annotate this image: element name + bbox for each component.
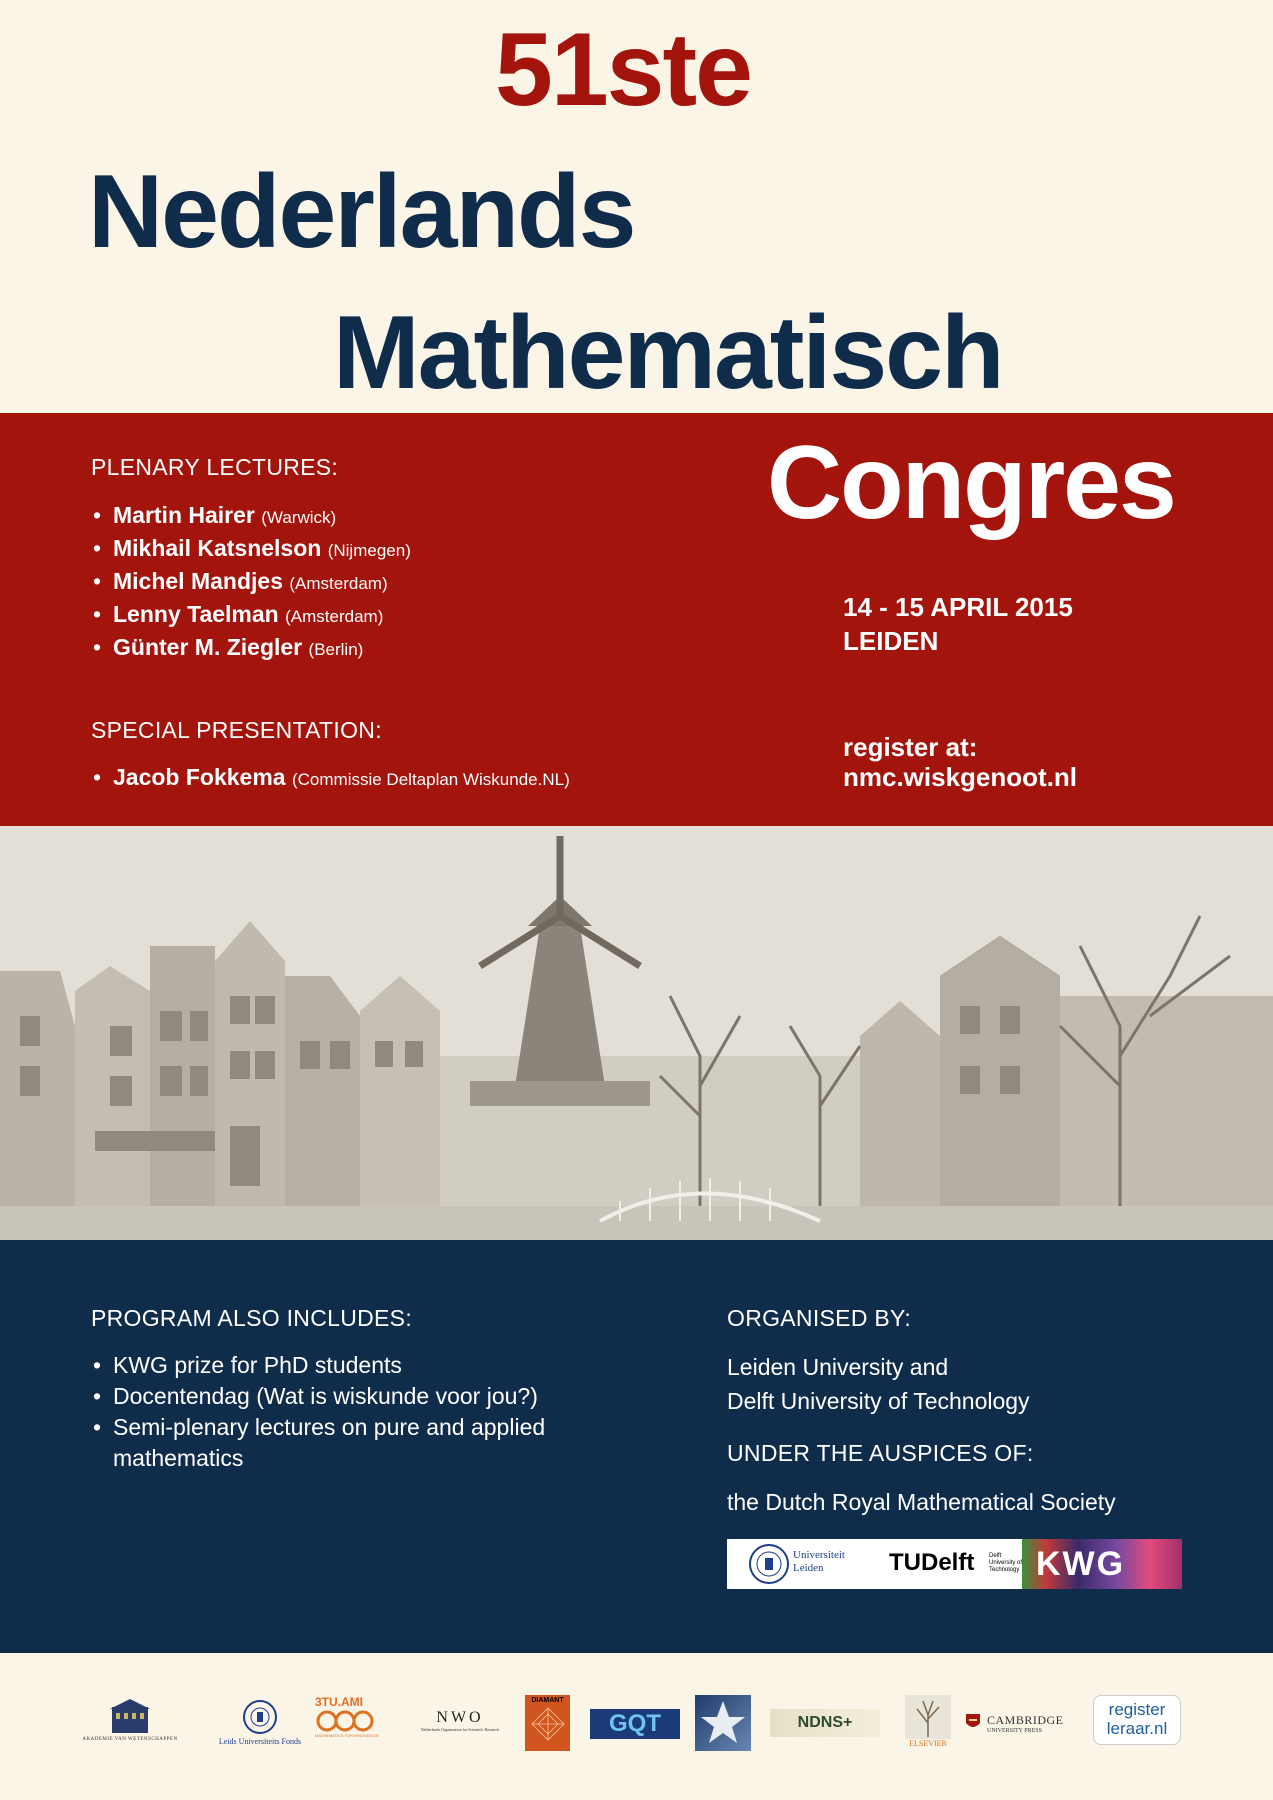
- ami-logo: [315, 1695, 395, 1738]
- diamant-pattern-icon: [528, 1704, 568, 1744]
- plenary-speaker: • Lenny Taelman (Amsterdam): [91, 599, 651, 632]
- luf-label: Leids Universiteits Fonds: [218, 1737, 302, 1746]
- gqt-mark: GQT: [609, 1710, 661, 1737]
- auspices-text: the Dutch Royal Mathematical Society: [727, 1489, 1116, 1515]
- ami-infinity-icon: [315, 1709, 375, 1733]
- ami-title: 3TU.AMI: [315, 1695, 363, 1709]
- organised-heading: ORGANISED BY:: [727, 1305, 912, 1331]
- diamant-logo: [525, 1695, 570, 1751]
- leiden-photo-illustration: [0, 826, 1273, 1240]
- event-city: LEIDEN: [843, 626, 939, 656]
- plenary-speaker: • Günter M. Ziegler (Berlin): [91, 632, 651, 665]
- program-item: • Semi-plenary lectures on pure and applied mathematics: [91, 1412, 611, 1474]
- tudelft-sub-1: Delft: [989, 1553, 1002, 1559]
- ndns-logo: [770, 1709, 880, 1737]
- leiden-logo: [727, 1539, 887, 1589]
- register-label: register at:: [843, 732, 978, 762]
- knaw-label: AKADEMIE VAN WETENSCHAPPEN: [82, 1737, 178, 1742]
- leiden-windmill-photo: [0, 826, 1273, 1240]
- plenary-list: [91, 500, 651, 665]
- registerleraar-bottom: leraar.nl: [1106, 1719, 1168, 1738]
- nwo-logo: [410, 1709, 510, 1732]
- tudelft-subtitle: [989, 1553, 1022, 1574]
- diamant-label: DIAMANT: [531, 1697, 564, 1704]
- register-url[interactable]: nmc.wiskgenoot.nl: [843, 762, 1078, 792]
- elsevier-label: ELSEVIER: [909, 1739, 947, 1748]
- elsevier-tree-icon: [905, 1695, 951, 1739]
- program-list: [91, 1350, 611, 1474]
- program-heading: PROGRAM ALSO INCLUDES:: [91, 1305, 413, 1331]
- ami-subtitle: MATHEMATICS FOR INNOVATION: [315, 1733, 379, 1738]
- tudelft-sub-3: Technology: [989, 1567, 1020, 1573]
- leiden-seal-icon: [749, 1542, 789, 1586]
- organiser-logo-strip: [727, 1539, 1182, 1589]
- program-item: • KWG prize for PhD students: [91, 1350, 611, 1381]
- kwg-logo: [1022, 1539, 1182, 1589]
- cambridge-logo: [965, 1713, 1085, 1734]
- knaw-logo: [80, 1695, 180, 1742]
- special-list: [91, 762, 691, 795]
- cambridge-subtitle: UNIVERSITY PRESS: [987, 1728, 1042, 1734]
- title-line-mathematisch: Mathematisch: [333, 295, 1003, 411]
- registerleraar-logo: [1093, 1695, 1181, 1745]
- cambridge-mark: CAMBRIDGE: [987, 1713, 1064, 1727]
- title-line-congres: Congres: [767, 425, 1175, 541]
- tudelft-logo: [887, 1539, 1022, 1589]
- registerleraar-top: register: [1108, 1700, 1166, 1719]
- ndns-mark: NDNS+: [797, 1714, 853, 1731]
- nwo-subtitle: Netherlands Organisation for Scientific Research: [420, 1727, 500, 1732]
- knaw-building-icon: [110, 1699, 150, 1735]
- title-line-nederlands: Nederlands: [88, 154, 635, 270]
- event-dates: 14 - 15 APRIL 2015: [843, 592, 1073, 622]
- title-edition: 51ste: [495, 12, 751, 128]
- gqt-logo: [590, 1709, 680, 1739]
- luf-logo: [210, 1695, 310, 1746]
- star-icon: [695, 1695, 751, 1751]
- plenary-speaker: • Mikhail Katsnelson (Nijmegen): [91, 533, 651, 566]
- program-item: • Docentendag (Wat is wiskunde voor jou?): [91, 1381, 611, 1412]
- tudelft-sub-2: University of: [989, 1560, 1023, 1566]
- luf-seal-icon: [242, 1699, 278, 1735]
- plenary-heading: PLENARY LECTURES:: [91, 454, 339, 480]
- plenary-speaker: • Martin Hairer (Warwick): [91, 500, 651, 533]
- tudelft-mark: TUDelft: [889, 1549, 975, 1576]
- nwo-mark: NWO: [436, 1709, 484, 1726]
- auspices-heading: UNDER THE AUSPICES OF:: [727, 1440, 1034, 1466]
- elsevier-logo: [898, 1695, 958, 1748]
- leiden-logo-line2: Leiden: [793, 1562, 824, 1574]
- kwg-mark: KWG: [1036, 1545, 1126, 1583]
- leiden-logo-line1: Universiteit: [793, 1549, 845, 1561]
- sponsor-logos: [80, 1695, 1200, 1765]
- star-logo: [695, 1695, 751, 1751]
- special-heading: SPECIAL PRESENTATION:: [91, 717, 382, 743]
- special-speaker: • Jacob Fokkema (Commissie Deltaplan Wiskunde.NL): [91, 762, 691, 795]
- organiser-line-1: Leiden University and: [727, 1354, 949, 1380]
- organiser-line-2: Delft University of Technology: [727, 1388, 1030, 1414]
- plenary-speaker: • Michel Mandjes (Amsterdam): [91, 566, 651, 599]
- cambridge-shield-icon: [965, 1713, 981, 1731]
